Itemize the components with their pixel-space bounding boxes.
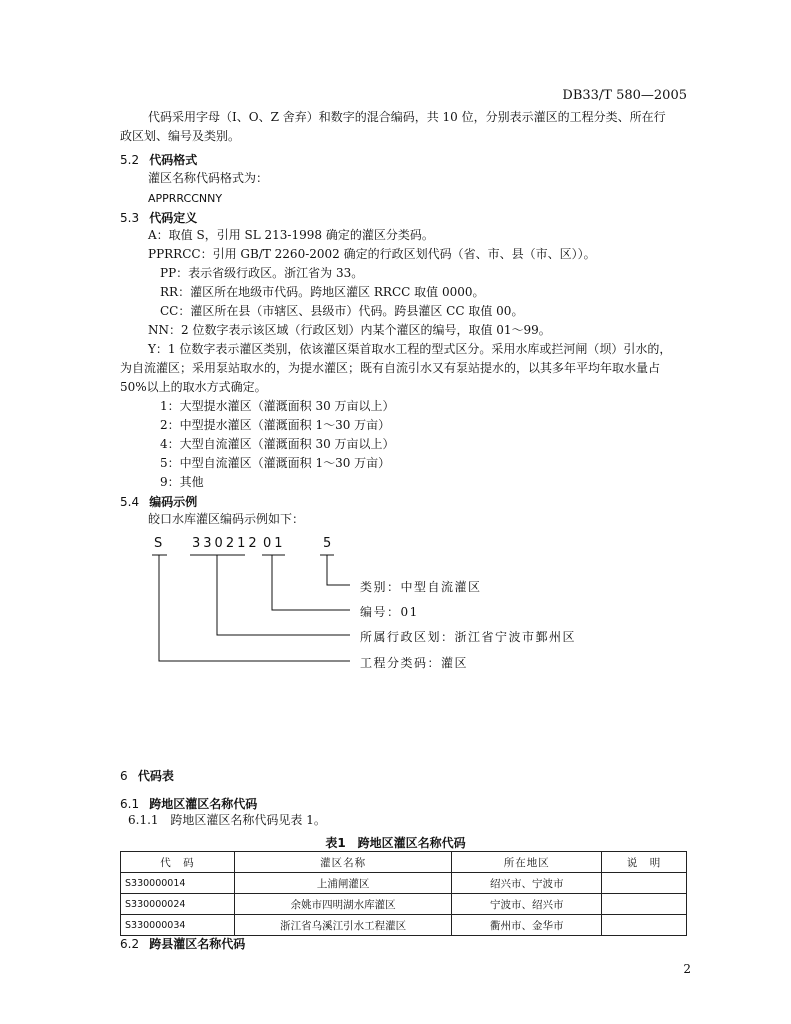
page-number: 2 [683, 962, 691, 976]
intro-line-2: 政区划、编号及类别。 [120, 129, 241, 143]
region-cell: 绍兴市、宁波市 [452, 873, 602, 894]
column-header: 所在地区 [452, 852, 602, 873]
connector-line [159, 555, 350, 661]
label-category: 类别：中型自流灌区 [360, 580, 482, 594]
code-cell: S330000024 [121, 894, 235, 915]
code-cell: S330000014 [121, 873, 235, 894]
category-item: 4：大型自流灌区（灌溉面积 30 万亩以上） [160, 437, 395, 451]
section-6-2-heading [120, 935, 245, 952]
name-cell: 浙江省乌溪江引水工程灌区 [234, 915, 452, 936]
section-title: 代码定义 [149, 211, 198, 225]
label-region: 所属行政区划：浙江省宁波市鄞州区 [360, 630, 577, 644]
category-item: 1：大型提水灌区（灌溉面积 30 万亩以上） [160, 399, 395, 413]
note-cell [602, 894, 687, 915]
table-row [121, 915, 687, 936]
label-class: 工程分类码：灌区 [360, 656, 469, 670]
definition-y-line-1: Y：1 位数字表示灌区类别，依该灌区渠首取水工程的型式区分。采用水库或拦河闸（坝）引水的， [148, 342, 672, 356]
definition-pprrcc: PPRRCC：引用 GB/T 2260-2002 确定的行政区划代码（省、市、县（市、区））。 [148, 247, 596, 261]
section-number: 6 [120, 769, 128, 783]
format-string: APPRRCCNNY [148, 192, 223, 205]
standard-code: DB33/T 580—2005 [562, 88, 687, 103]
irrigation-code-table [120, 851, 687, 936]
section-text: 跨地区灌区名称代码见表 1。 [170, 813, 326, 827]
example-code-part: 01 [263, 536, 286, 551]
region-cell: 宁波市、绍兴市 [452, 894, 602, 915]
definition-cc: CC：灌区所在县（市辖区、县级市）代码。跨县灌区 CC 取值 00。 [160, 304, 524, 318]
name-cell: 余姚市四明湖水库灌区 [234, 894, 452, 915]
section-number: 5.3 [120, 211, 140, 225]
section-5-3-heading [120, 209, 197, 226]
table-header-row [121, 852, 687, 873]
section-number: 5.4 [120, 495, 140, 509]
label-number: 编号：01 [360, 605, 419, 619]
section-title: 跨县灌区名称代码 [149, 937, 246, 951]
section-6-1-heading [120, 795, 257, 812]
connector-line [272, 555, 350, 610]
section-number: 6.1.1 [128, 813, 159, 827]
connector-line [327, 555, 350, 585]
name-cell: 上浦闸灌区 [234, 873, 452, 894]
section-number: 5.2 [120, 153, 140, 167]
section-5-2-heading [120, 151, 197, 168]
example-code-part: S [154, 536, 166, 551]
example-intro: 皎口水库灌区编码示例如下： [148, 512, 305, 526]
definition-y-line-3: 50%以上的取水方式确定。 [120, 380, 267, 394]
table-row [121, 873, 687, 894]
column-header: 代 码 [121, 852, 235, 873]
region-cell: 衢州市、金华市 [452, 915, 602, 936]
table-row [121, 894, 687, 915]
definition-nn: NN：2 位数字表示该区域（行政区划）内某个灌区的编号，取值 01～99。 [148, 323, 551, 337]
section-6-heading [120, 767, 174, 784]
category-item: 2：中型提水灌区（灌溉面积 1～30 万亩） [160, 418, 391, 432]
section-title: 跨地区灌区名称代码 [149, 797, 258, 811]
example-code-part: 5 [323, 536, 335, 551]
section-title: 代码格式 [149, 153, 198, 167]
category-item: 5：中型自流灌区（灌溉面积 1～30 万亩） [160, 456, 391, 470]
connector-line [217, 555, 350, 635]
table-caption: 表1 跨地区灌区名称代码 [325, 836, 466, 850]
section-5-4-heading [120, 493, 197, 510]
definition-y-line-2: 为自流灌区；采用泵站取水的，为提水灌区；既有自流引水又有泵站提水的，以其多年平均年取水量占 [120, 361, 661, 375]
column-header: 灌区名称 [234, 852, 452, 873]
section-title: 代码表 [137, 769, 174, 783]
section-number: 6.2 [120, 937, 140, 951]
intro-line-1: 代码采用字母（I、O、Z 舍弃）和数字的混合编码，共 10 位，分别表示灌区的工程分类、所在行 [148, 110, 666, 124]
format-intro: 灌区名称代码格式为： [148, 171, 269, 185]
example-code-part: 330212 [192, 536, 260, 551]
definition-pp: PP：表示省级行政区。浙江省为 33。 [160, 266, 364, 280]
column-header: 说 明 [602, 852, 687, 873]
section-number: 6.1 [120, 797, 140, 811]
code-cell: S330000034 [121, 915, 235, 936]
note-cell [602, 873, 687, 894]
section-title: 编码示例 [149, 495, 198, 509]
definition-a: A：取值 S，引用 SL 213-1998 确定的灌区分类码。 [148, 228, 434, 242]
section-6-1-1 [128, 811, 326, 830]
note-cell [602, 915, 687, 936]
category-item: 9：其他 [160, 475, 204, 489]
definition-rr: RR：灌区所在地级市代码。跨地区灌区 RRCC 取值 0000。 [160, 285, 485, 299]
